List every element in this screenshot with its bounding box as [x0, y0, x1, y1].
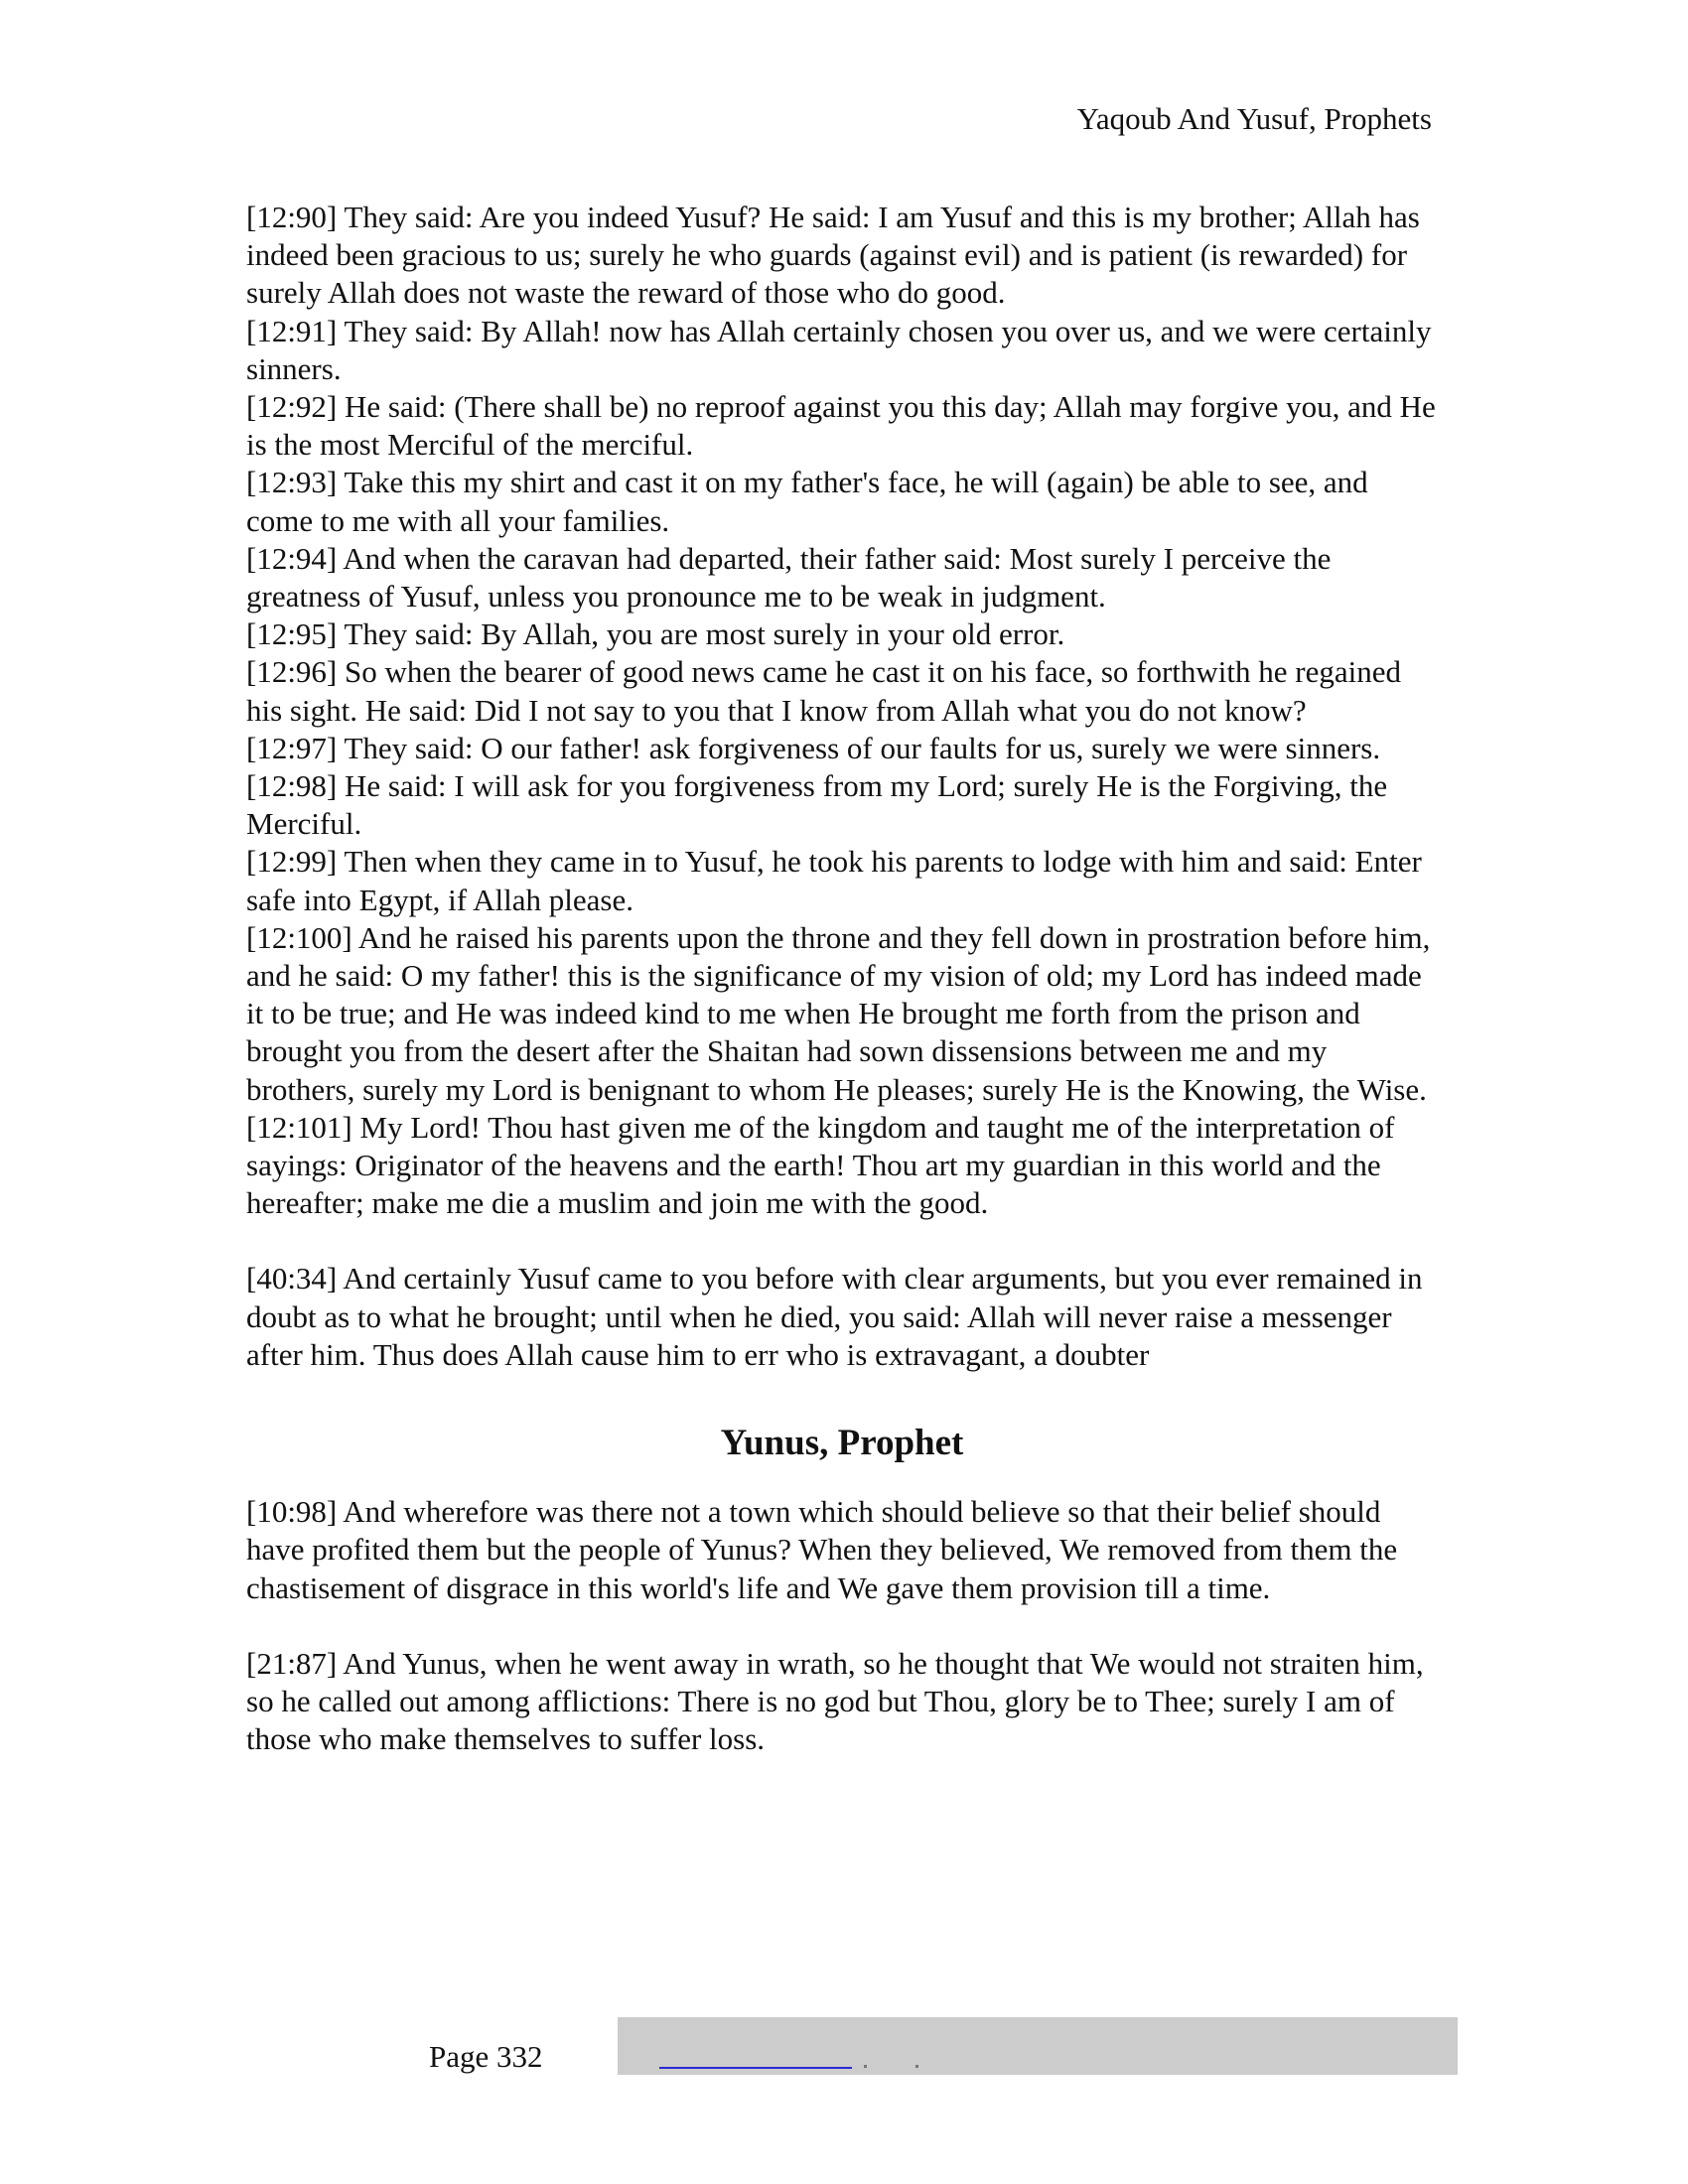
page-body — [246, 199, 1438, 1758]
verse-12-91: [12:91] They said: By Allah! now has Allah certainly chosen you over us, and we were certainly sinners. — [246, 313, 1432, 386]
footer-link-underline[interactable] — [659, 2067, 852, 2069]
verse-21-87: [21:87] And Yunus, when he went away in wrath, so he thought that We would not straiten him, so he called out among afflictions: There is no god but Thou, glory be to Thee; surely I am of those who make themselves to suffer loss. — [246, 1645, 1424, 1757]
verse-12-95: [12:95] They said: By Allah, you are most surely in your old error. — [246, 616, 1065, 652]
verse-10-98: [10:98] And wherefore was there not a town which should believe so that their belief should have profited them but the people of Yunus? When they believed, We removed from them the chastisement of disgrace in this world's life and We gave them provision till a time. — [246, 1494, 1398, 1605]
verse-12-99: [12:99] Then when they came in to Yusuf, he took his parents to lodge with him and said: Enter safe into Egypt, if Allah please. — [246, 844, 1422, 917]
footer-dot — [864, 2065, 867, 2068]
page-number: Page 332 — [429, 2039, 543, 2074]
verse-12-97: [12:97] They said: O our father! ask forgiveness of our faults for us, surely we were sinners. — [246, 730, 1381, 765]
verse-12-101: [12:101] My Lord! Thou hast given me of the kingdom and taught me of the interpretation of sayings: Originator of the heavens and the earth! Thou art my guardian in this world and the hereafter; make me die a muslim and join me with the good. — [246, 1109, 1395, 1221]
footer-bar — [618, 2017, 1458, 2075]
verse-12-100: [12:100] And he raised his parents upon the throne and they fell down in prostration before him, and he said: O my father! this is the significance of my vision of old; my Lord has indeed made it to be true; and He was indeed kind to me when He brought me forth from the prison and brought you from the desert after the Shaitan had sown dissensions between me and my brothers, surely my Lord is benignant to whom He pleases; surely He is the Knowing, the Wise. — [246, 919, 1431, 1107]
section-heading: Yunus, Prophet — [720, 1423, 964, 1464]
verse-12-92: [12:92] He said: (There shall be) no reproof against you this day; Allah may forgive you, and He is the most Merciful of the merciful. — [246, 389, 1436, 463]
verse-12-96: [12:96] So when the bearer of good news came he cast it on his face, so forthwith he regained his sight. He said: Did I not say to you that I know from Allah what you do not know? — [246, 654, 1401, 728]
running-header: Yaqoub And Yusuf, Prophets — [1076, 101, 1432, 136]
footer-dot — [915, 2065, 918, 2068]
verse-12-90: [12:90] They said: Are you indeed Yusuf? He said: I am Yusuf and this is my brother; Allah has indeed been gracious to us; surely he who guards (against evil) and is patient (is rewarded) for surely Allah does not waste the reward of those who do good. — [246, 200, 1420, 311]
verse-40-34: [40:34] And certainly Yusuf came to you before with clear arguments, but you ever remained in doubt as to what he brought; until when he died, you said: Allah will never raise a messenger after him. Thus does Allah cause him to err who is extravagant, a doubter — [246, 1261, 1423, 1372]
verse-12-94: [12:94] And when the caravan had departed, their father said: Most surely I perceive the greatness of Yusuf, unless you pronounce me to be weak in judgment. — [246, 540, 1332, 614]
verse-12-98: [12:98] He said: I will ask for you forgiveness from my Lord; surely He is the Forgiving, the Merciful. — [246, 768, 1388, 842]
verse-12-93: [12:93] Take this my shirt and cast it on my father's face, he will (again) be able to see, and come to me with all your families. — [246, 465, 1368, 538]
